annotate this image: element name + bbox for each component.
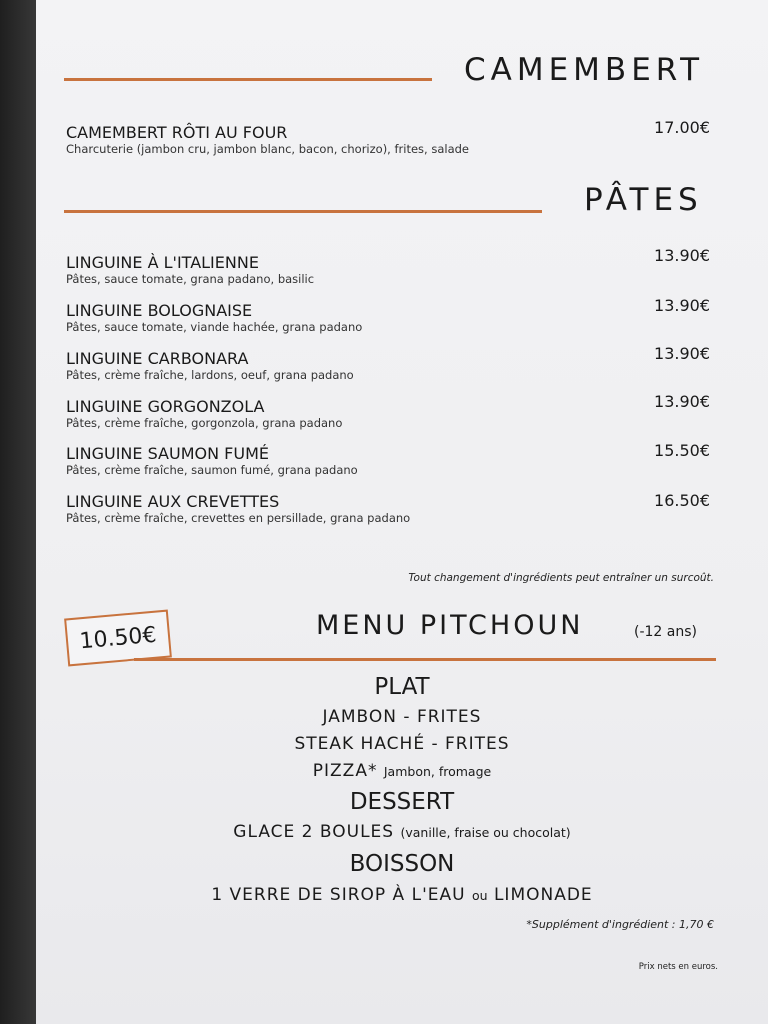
item-price: 13.90€: [654, 296, 710, 315]
boisson-line: [36, 885, 768, 905]
ingredient-change-note: Tout changement d'ingrédients peut entraîner un surcoût.: [408, 572, 714, 584]
camembert-title: CAMEMBERT: [464, 52, 705, 88]
boisson-or: ou: [471, 888, 488, 903]
menu-price-tag: 10.50€: [64, 610, 172, 667]
item-price: 13.90€: [654, 246, 710, 265]
item-desc: Pâtes, sauce tomate, viande hachée, grana padano: [66, 320, 363, 334]
dessert-line: [36, 822, 768, 842]
menu-item-camembert: [66, 118, 710, 157]
item-price: 17.00€: [654, 118, 710, 137]
plat-heading: PLAT: [374, 674, 430, 700]
item-name: LINGUINE BOLOGNAISE: [66, 301, 253, 320]
dessert-main: GLACE 2 BOULES: [233, 822, 395, 842]
menu-item-linguine-italienne: [66, 246, 710, 287]
plat-main: JAMBON - FRITES: [322, 707, 482, 727]
boisson-main: 1 VERRE DE SIROP À L'EAU: [211, 885, 466, 905]
dessert-detail: (vanille, fraise ou chocolat): [400, 825, 571, 840]
item-desc: Pâtes, crème fraîche, saumon fumé, grana padano: [66, 463, 358, 477]
item-name: LINGUINE SAUMON FUMÉ: [66, 444, 269, 463]
item-name: LINGUINE CARBONARA: [66, 349, 249, 368]
plat-detail: Jambon, fromage: [383, 764, 492, 779]
camembert-divider: [64, 78, 432, 81]
table-background: [0, 0, 40, 1024]
pates-title: PÂTES: [584, 182, 703, 218]
plat-main: PIZZA*: [312, 761, 378, 781]
plat-main: STEAK HACHÉ - FRITES: [294, 734, 510, 754]
menu-item-linguine-carbonara: [66, 344, 710, 383]
menu-item-linguine-bolognaise: [66, 296, 710, 335]
item-price: 16.50€: [654, 491, 710, 510]
item-desc: Pâtes, crème fraîche, gorgonzola, grana padano: [66, 416, 343, 430]
menu-item-linguine-saumon: [66, 441, 710, 478]
menu-pitchoun-title: MENU PITCHOUN: [316, 610, 584, 641]
menu-page: [36, 0, 768, 1024]
prix-nets-note: Prix nets en euros.: [638, 962, 718, 972]
menu-item-linguine-crevettes: [66, 493, 710, 526]
supplement-note: *Supplément d'ingrédient : 1,70 €: [526, 918, 714, 931]
boisson-main-2: LIMONADE: [493, 885, 593, 905]
item-price: 13.90€: [654, 344, 710, 363]
item-name: LINGUINE AUX CREVETTES: [66, 492, 280, 511]
dessert-heading: DESSERT: [349, 789, 455, 815]
item-name: CAMEMBERT RÔTI AU FOUR: [66, 123, 288, 142]
plat-line: [36, 761, 768, 781]
item-desc: Charcuterie (jambon cru, jambon blanc, bacon, chorizo), frites, salade: [66, 142, 469, 156]
plat-line: [36, 707, 768, 727]
plat-line: [36, 734, 768, 754]
pates-divider: [64, 210, 542, 213]
item-desc: Pâtes, sauce tomate, grana padano, basilic: [66, 272, 315, 286]
item-name: LINGUINE GORGONZOLA: [66, 397, 265, 416]
item-price: 13.90€: [654, 392, 710, 411]
menu-item-linguine-gorgonzola: [66, 392, 710, 431]
item-price: 15.50€: [654, 441, 710, 460]
item-name: LINGUINE À L'ITALIENNE: [66, 253, 259, 272]
item-desc: Pâtes, crème fraîche, lardons, oeuf, grana padano: [66, 368, 354, 382]
pitchoun-divider: [134, 658, 716, 661]
boisson-heading: BOISSON: [349, 851, 455, 877]
item-desc: Pâtes, crème fraîche, crevettes en persillade, grana padano: [66, 511, 411, 525]
menu-age-label: (-12 ans): [634, 624, 697, 640]
